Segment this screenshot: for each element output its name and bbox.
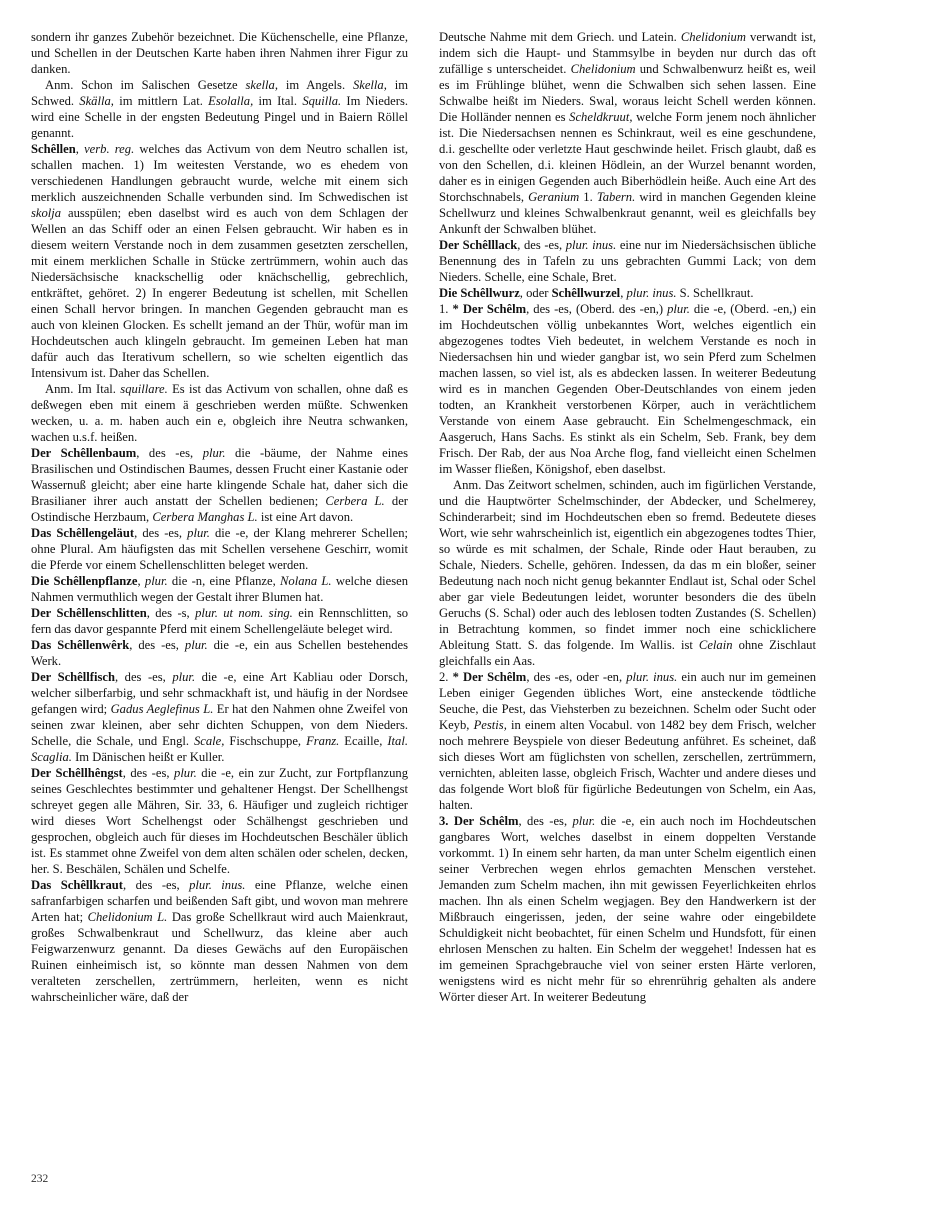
entry-text: , des -es, <box>123 878 190 892</box>
italic-term: plur. <box>174 766 197 780</box>
entry-text: die -e, (Oberd. -en,) ein im Hochdeutschen völlig unbekanntes Wort, welches eigentlich ein abgezogenes todtes Vieh bedeutet, in welchem Verstande es noch in Niedersachsen hin und wieder gangbar ist, wo sein Pferd zum Schelmen machen lassen, so viel ist, als es abdecken lassen. In weiterer Bedeutung wird es in manchen Gegenden Ober-Deutschlandes von einem jeden todten, an Krankheit verstorbenen Körper, auch in verächtlichem Verstande von einem Aase gebraucht. Ein Schelmengeschmack, ein Aasgeruch, Hans Sachs. Es stinkt als ein Schelm, Seb. Frank, bey dem Frisch. Der Rab, der aus Noa Arche flog, fand vielleicht einen Schelmen im Wasser fließen, Königshof, eben daselbst. <box>439 302 817 476</box>
entry-text: ist eine Art davon. <box>257 510 354 524</box>
headword: Schêllwurzel <box>551 286 621 300</box>
italic-term: Squilla. <box>302 94 342 108</box>
italic-term: Celain <box>698 638 733 652</box>
italic-term: Ital. Scaglia. <box>31 734 408 764</box>
entry-text: , <box>620 286 627 300</box>
entry-text: Das große Schellkraut wird auch Maienkraut, großes Schwalbenkraut und Schellwurz, das kleine aber auch Feigwarzenwurz genannt. Da dieses Gewächs auf den Europäischen Ruinen einheimisch ist, so könnte man dessen Nahmen von dem veralteten zerschellen, zertrümmern, herleiten, wenn es nicht wahrscheinlicher wäre, daß der <box>31 910 409 1004</box>
headword: Schêllen <box>31 142 76 156</box>
italic-term: plur. <box>572 814 596 828</box>
entry-paragraph <box>439 669 816 813</box>
entry-text: die -n, eine Pflanze, <box>167 574 281 588</box>
entry-paragraph <box>31 445 408 525</box>
entry-text: die -e, der Klang mehrerer Schellen; ohne Plural. Am häufigsten das mit Schellen versehene Geschirr, womit die Pferde vor einem Schellenschlitten beleget werden. <box>31 526 409 572</box>
entry-text: , des -es, (Oberd. des -en,) <box>526 302 668 316</box>
entry-text: , des -es, oder -en, <box>526 670 627 684</box>
entry-paragraph <box>31 381 408 445</box>
entry-paragraph <box>439 29 816 237</box>
italic-term: plur. <box>184 638 208 652</box>
italic-term: Gadus Aeglefinus L. <box>110 702 214 716</box>
entry-text: der Ostindische Herzbaum, <box>31 494 408 524</box>
entry-paragraph <box>31 877 408 1005</box>
italic-term: plur. <box>667 302 690 316</box>
entry-text: die -e, ein aus Schellen bestehendes Werk. <box>31 638 409 668</box>
entry-text: in einem alten Vocabul. von 1482 bey dem Frisch, welcher noch mehrere Beyspiele von dieser Bedeutung anführet. Es scheinet, daß sich dieses Wort am füglichsten von schellen, zerschellen, zertrümmern, vernichten, ableiten lasse, obgleich Frisch, Wachter und andere dieses und das folgende Wort bloß für figürliche Bedeutungen von Schelm, ein Aas, halten. <box>439 718 817 812</box>
entry-text: im Schwed. <box>31 78 408 108</box>
entry-text: , <box>137 574 145 588</box>
entry-text: die -e, ein auch noch im Hochdeutschen gangbares Wort, welches daselbst in einem doppelten Verstande vorkommt. 1) In einem sehr harten, da man unter Schelm eigentlich einen seiner Verbrechen wegen ehrlos gemachten Menschen verstehet. Jemanden zum Schelm machen, ihn mit gewissen Feyerlichkeiten ehrlos machen. Ihn als einen Schelm wegjagen. Bey den Handwerkern ist der Mißbrauch eingerissen, jeden, der seine wahre oder eingebildete Schuldigkeit nicht beobachtet, für einen Schelm und Hundsfott, für einen ehrlosen Menschen zu halten. Ein Schelm der weggehet! Indessen hat es im gemeinen Sprachgebrauche viel von seiner ersten Härte verloren, wenigstens wird es nicht mehr für so ehrenrührig gehalten als andere Wörter dieser Art. In weiterer Bedeutung <box>439 814 816 1004</box>
entry-paragraph <box>31 77 408 141</box>
entry-text: ohne Zischlaut gleichfalls ein Aas. <box>439 638 816 668</box>
entry-text: und Schwalbenwurz heißt es, weil es im Frühlinge blühet, wenn die Schwalben sich sehen lassen. Eine Schwalbe heißt im Nieders. Swal, woraus leicht Schell werden können. Die Holländer nennen es <box>439 62 816 124</box>
entry-text: welche Form jenem noch ähnlicher ist. Die Niedersachsen nennen es Schinkraut, weil es eine geschundene, d.i. geschellte oder verletzte Haut geschwinde heilet. Frisch glaubt, daß es von den Schellen, d.i. kleinen Hödlein, an der Wurzel benannt worden, daher es in einigen Gegenden auch Biberhödlein heiße. Auch eine Art des Storchschnabels, <box>439 110 816 204</box>
italic-term: Franz. <box>306 734 340 748</box>
italic-term: Geranium <box>528 190 580 204</box>
entry-text: , des -es, <box>134 526 188 540</box>
entry-paragraph <box>439 237 816 285</box>
italic-term: plur. inus. <box>189 878 246 892</box>
italic-term: Scale, <box>193 734 225 748</box>
headword: Der Schêllenbaum <box>31 446 137 460</box>
entry-text: , oder <box>519 286 552 300</box>
entry-text: Fischschuppe, <box>224 734 307 748</box>
entry-text: ein Rennschlitten, so fern das davor gespannte Pferd mit einem Schellengeläute beleget wird. <box>31 606 409 636</box>
entry-text: , des -es, <box>114 670 173 684</box>
italic-term: Esolalla, <box>208 94 254 108</box>
entry-text: , des -es, <box>517 238 566 252</box>
entry-text: im Angels. <box>277 78 353 92</box>
entry-text: sondern ihr ganzes Zubehör bezeichnet. Die Küchenschelle, eine Pflanze, und Schellen in der Deutschen Karte haben ihren Nahmen ihrer Figur zu danken. <box>31 30 408 76</box>
entry-paragraph <box>31 637 408 669</box>
headword: Die Schêllwurz <box>439 286 520 300</box>
italic-term: plur. <box>144 574 168 588</box>
italic-term: plur. <box>202 446 226 460</box>
headword: Das Schêllkraut <box>31 878 124 892</box>
left-column <box>31 29 408 1005</box>
italic-term: skella, <box>245 78 278 92</box>
entry-text: welches das Activum von dem Neutro schallen ist, schallen machen. 1) Im weitesten Verstande, wo es ehedem von verschiedenen Handlungen gebraucht wurde, welche mit einem sich merklich auszeichnenden Schalle verbunden sind. Im Schwedischen ist <box>31 142 408 204</box>
italic-term: Cerbera Manghas L. <box>152 510 258 524</box>
entry-text: verwandt ist, indem sich die Haupt- und Stammsylbe in beyden nur durch das oft zufällige s unterscheidet. <box>439 30 817 76</box>
italic-term: verb. reg. <box>84 142 135 156</box>
italic-term: plur. <box>172 670 196 684</box>
entry-text: Im Dänischen heißt er Kuller. <box>71 750 225 764</box>
entry-paragraph <box>31 573 408 605</box>
entry-paragraph <box>31 525 408 573</box>
right-column <box>439 29 816 1005</box>
entry-text: Anm. Das Zeitwort schelmen, schinden, auch im figürlichen Verstande, und die Hauptwörter Schelmschinder, der Abdecker, und Schelmerey, Schinderarbeit; sind im Hochdeutschen eben so fremd. Bedeutete dieses Wort, wie sehr wahrscheinlich ist, eigentlich ein abgezogenes todtes Thier, so würde es mit schalmen, der Schale, Rinde oder Haut berauben, zu Schale, Nieders. Schelle, gehören. Indessen, da das m ein bloßer, seiner Bedeutung nach noch nicht genug bekannter Endlaut ist, Schal oder Schel aber gar viele Bedeutungen leidet, worunter besonders die des übeln Geruchs (S. Schal) oder auch des leblosen todten Zustandes (S. Schellen) in Betrachtung kommen, so findet immer noch eine schicklichere Ableitung Statt. S. das folgende. Im Wallis. ist <box>439 478 816 652</box>
italic-term: plur. inus. <box>626 286 677 300</box>
entry-text: die -e, eine Art Kabliau oder Dorsch, welcher silberfarbig, und sehr schmackhaft ist, und häufig in der Nordsee gefangen wird; <box>31 670 408 716</box>
entry-text: Ecaille, <box>339 734 388 748</box>
entry-text: , des -es, <box>129 638 185 652</box>
entry-paragraph <box>439 477 816 669</box>
entry-paragraph <box>439 813 816 1005</box>
entry-text: 1. <box>439 302 453 316</box>
headword: Das Schêllenwêrk <box>31 638 130 652</box>
italic-term: Chelidonium <box>680 30 746 44</box>
headword: Der Schêllfisch <box>31 670 115 684</box>
dictionary-page <box>31 29 827 1179</box>
italic-term: Chelidonium <box>570 62 636 76</box>
headword: Der Schêllhêngst <box>31 766 123 780</box>
entry-text: Es ist das Activum von schallen, ohne daß es deßwegen eben mit einem ä geschrieben werden müßte. Schwenken wecken, u. a. m. haben auch ein e, obgleich ihre Neutra schwanken, wachen u.s.f. heißen. <box>31 382 408 444</box>
italic-term: skolja <box>31 206 62 220</box>
headword: * Der Schêlm <box>452 670 527 684</box>
entry-text: Er hat den Nahmen ohne Zweifel von seinen zwar kleinen, aber sehr dichten Schuppen, von dem Nieders. Schelle, die Schale, und Engl. <box>31 702 408 748</box>
headword: Der Schêllenschlitten <box>31 606 147 620</box>
italic-term: Skella, <box>352 78 387 92</box>
entry-paragraph <box>439 301 816 477</box>
entry-text: Anm. Im Ital. <box>45 382 121 396</box>
italic-term: Chelidonium L. <box>87 910 168 924</box>
entry-paragraph <box>31 29 408 77</box>
entry-paragraph <box>31 765 408 877</box>
entry-text: , <box>75 142 85 156</box>
headword: Die Schêllenpflanze <box>31 574 138 588</box>
entry-text: im mittlern Lat. <box>113 94 209 108</box>
entry-text: ausspülen; eben daselbst wird es auch von dem Schlagen der Wellen an das Schiff oder an einen Felsen gebraucht. Wir haben es in diesem weitern Verstande noch in dem zusammen gesetzten zerschellen, mit einem merklichen Schalle in Stücke zertrümmern, wohin auch das Niedersächsische knackschellig oder knächschellig, gebrechlich, entkräftet, gehöret. 2) In engerer Bedeutung ist schellen, mit Schellen einen Schall hervor bringen. In manchen Gegenden gebraucht man es auch von kleinen Glocken. Es schellt jemand an der Thür, wofür man im Hochdeutschen auch klingeln gebraucht. Im gemeinen Leben hat man dafür auch das Iterativum schellern, so wie schelten eigentlich das Intensivum ist. Daher das Schellen. <box>31 206 408 380</box>
headword: Das Schêllengeläut <box>31 526 135 540</box>
entry-text: Anm. Schon im Salischen Gesetze <box>45 78 246 92</box>
italic-term: Tabern. <box>596 190 636 204</box>
entry-text: wird in manchen Gegenden kleine Schellwurz und kleines Schwalbenkraut genannt, weil es gleichfalls bey Ankunft der Schwalben blühet. <box>439 190 817 236</box>
headword: * Der Schêlm <box>452 302 527 316</box>
entry-paragraph <box>31 605 408 637</box>
italic-term: plur. <box>187 526 210 540</box>
italic-term: Scheldkruut, <box>569 110 633 124</box>
italic-term: squillare. <box>120 382 168 396</box>
entry-text: welche diesen Nahmen vermuthlich wegen der Gestalt ihrer Blumen hat. <box>31 574 409 604</box>
entry-text: die -bäume, der Nahme eines Brasilischen und Ostindischen Baumes, dessen Frucht einer Kastanie oder Wassernuß gleicht; aber eine harte klingende Schale hat, daher sich die Brasilianer ihrer auch anstatt der Schellen bedienen; <box>31 446 408 508</box>
italic-term: Cerbera L. <box>325 494 385 508</box>
italic-term: plur. inus. <box>565 238 617 252</box>
entry-paragraph <box>31 141 408 381</box>
entry-text: , des -es, <box>122 766 175 780</box>
entry-text: , des -s, <box>146 606 196 620</box>
entry-paragraph <box>439 285 816 301</box>
entry-text: im Ital. <box>253 94 303 108</box>
entry-text: 1. <box>579 190 597 204</box>
entry-text: , des -es, <box>518 814 573 828</box>
entry-text: eine Pflanze, welche einen safranfarbigen scharfen und beißenden Saft gibt, und wovon man mehrere Arten hat; <box>31 878 409 924</box>
entry-text: , des -es, <box>136 446 203 460</box>
entry-text: Deutsche Nahme mit dem Griech. und Latein. <box>439 30 681 44</box>
italic-term: Nolana L. <box>280 574 332 588</box>
headword: 3. Der Schêlm <box>439 814 519 828</box>
entry-text: Im Nieders. wird eine Schelle in der engsten Bedeutung Pingel und in Baiern Röllel genannt. <box>31 94 408 140</box>
entry-text: ein auch nur im gemeinen Leben einiger Gegenden übliches Wort, eine ansteckende tödtliche Seuche, die Pest, das Viehsterben zu bezeichnen. Schelm oder Sucht oder Keyb, <box>439 670 816 732</box>
entry-paragraph <box>31 669 408 765</box>
italic-term: Skälla, <box>79 94 114 108</box>
italic-term: Pestis, <box>473 718 507 732</box>
italic-term: plur. ut nom. sing. <box>195 606 293 620</box>
entry-text: die -e, ein zur Zucht, zur Fortpflanzung seines Geschlechtes bestimmter und gehaltener Hengst. Der Schellhengst schreyet gegen alle Mähren, Sir. 33, 6. Häufiger und zugleich richtiger wird dieses Wort Schelhengst oder Schälhengst geschrieben und gesprochen, obgleich auch für dieses im Hochdeutschen Beschäler üblich ist. Es stammet ohne Zweifel von dem alten schälen oder schelen, decken, her. S. Beschälen, Schälen und Schelfe. <box>31 766 409 876</box>
entry-text: eine nur im Niedersächsischen übliche Benennung des in Tafeln zu uns gebrachten Gummi Lack; von dem Nieders. Schelle, eine Schale, Bret. <box>439 238 816 284</box>
entry-text: 2. <box>439 670 453 684</box>
italic-term: plur. inus. <box>626 670 678 684</box>
headword: Der Schêlllack <box>439 238 518 252</box>
page-number: 232 <box>31 1173 49 1185</box>
entry-text: S. Schellkraut. <box>676 286 754 300</box>
